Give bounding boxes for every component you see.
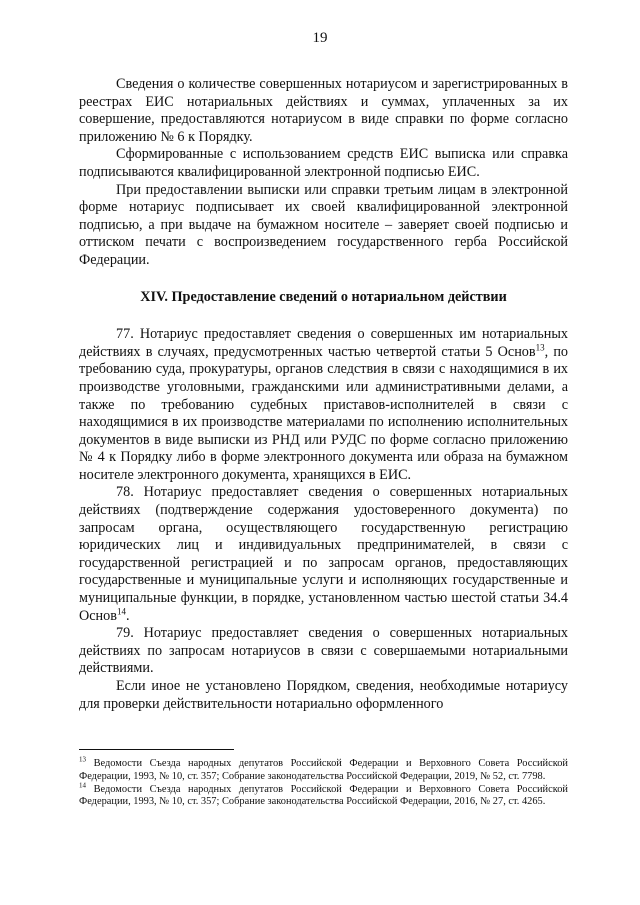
footnote-14-text: Ведомости Съезда народных депутатов Российской Федерации и Верховного Совета Российской Федерации, 1993, № 10, ст. 357; Собрание законодательства Российской Федерации, 2016, № 27, ст. 4265. bbox=[79, 783, 568, 808]
footnote-ref-14: 14 bbox=[116, 605, 126, 616]
footnote-mark-13: 13 bbox=[79, 755, 86, 764]
footnote-13 bbox=[79, 755, 568, 784]
paragraph-77-text-start: 77. Нотариус предоставляет сведения о совершенных им нотариальных действиях в случаях, предусмотренных частью четвертой статьи 5 Основ bbox=[79, 326, 568, 360]
document-body bbox=[79, 76, 568, 713]
footnote-divider bbox=[79, 749, 234, 750]
paragraph-signature-eis: Сформированные с использованием средств ЕИС выписка или справка подписываются квалифицированной электронной подписью ЕИС. bbox=[79, 146, 568, 180]
paragraph-79: 79. Нотариус предоставляет сведения о совершенных нотариальных действиях по запросам нотариусов в связи с совершаемыми нотариальными действиями. bbox=[79, 625, 568, 677]
paragraph-80: Если иное не установлено Порядком, сведения, необходимые нотариусу для проверки действительности нотариально оформленного bbox=[79, 678, 568, 712]
footnotes bbox=[79, 755, 568, 809]
footnote-13-text: Ведомости Съезда народных депутатов Российской Федерации и Верховного Совета Российской Федерации, 1993, № 10, ст. 357; Собрание законодательства Российской Федерации, 2019, № 52, ст. 7798. bbox=[79, 758, 568, 782]
page-number: 19 bbox=[312, 30, 328, 46]
paragraph-77 bbox=[79, 326, 568, 484]
paragraph-77-text-end: , по требованию суда, прокуратуры, органов следствия в связи с находящимися в их производстве уголовными, гражданскими или административными делами, а также по требованию судебных приставов-исполнителей в связи с находящимися в их производстве материалами по исполнению исполнительных документов в виде выписки из РНД или РУДС по форме согласно приложению № 4 к Порядку либо в форме электронного документа или образа на бумажном носителе электронного документа, хранящихся в ЕИС. bbox=[79, 343, 569, 483]
paragraph-78-text-end: . bbox=[125, 607, 130, 624]
paragraph-reports: Сведения о количестве совершенных нотариусом и зарегистрированных в реестрах ЕИС нотариальных действиях и суммах, уплаченных за их совершение, предоставляются нотариусом в виде справки по форме согласно приложению № 6 к Порядку. bbox=[79, 76, 568, 145]
paragraph-third-parties: При предоставлении выписки или справки третьим лицам в электронной форме нотариус подписывает их своей квалифицированной электронной подписью, а при выдаче на бумажном носителе – заверяет своей подписью и оттиском печати с воспроизведением государственного герба Российской Федерации. bbox=[79, 181, 568, 268]
footnote-ref-13: 13 bbox=[535, 341, 545, 352]
footnote-mark-14: 14 bbox=[79, 781, 86, 790]
section-heading: XIV. Предоставление сведений о нотариальном действии bbox=[140, 288, 507, 305]
paragraph-78-text-start: 78. Нотариус предоставляет сведения о совершенных нотариальных действиях (подтверждение содержания удостоверенного документа) по запросам органа, осуществляющего государственную регистрацию юридических лиц и индивидуальных предпринимателей, в связи с государственной регистрацией и по запросам органов, предоставляющих государственные и муниципальные услуги и исполняющих государственные и муниципальные функции, в порядке, установленном частью шестой статьи 34.4 Основ bbox=[79, 484, 568, 624]
footnote-14 bbox=[79, 781, 568, 810]
paragraph-78 bbox=[79, 484, 568, 625]
